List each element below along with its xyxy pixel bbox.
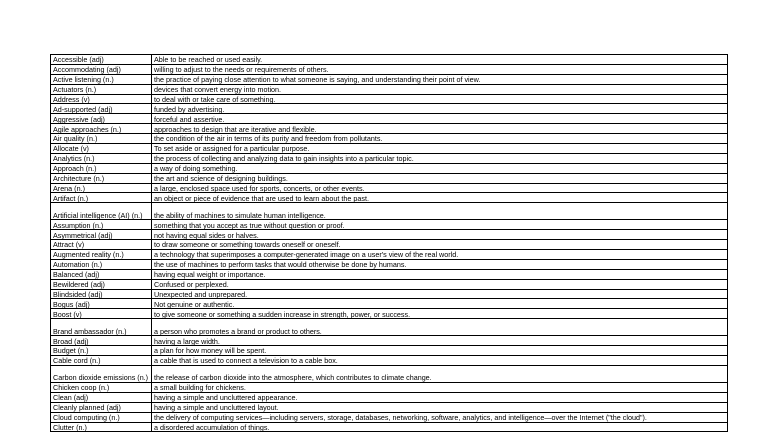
definition-cell: a cable that is used to connect a television to a cable box. — [152, 356, 728, 366]
term-cell: Asymmetrical (adj) — [51, 230, 152, 240]
definition-cell: the release of carbon dioxide into the atmosphere, which contributes to climate change. — [152, 365, 728, 382]
definition-cell: approaches to design that are iterative and flexible. — [152, 124, 728, 134]
table-row — [51, 319, 728, 336]
definition-cell: the delivery of computing services—including servers, storage, databases, networking, software, analytics, and intelligence—over the Internet ("the cloud"). — [152, 412, 728, 422]
term-cell: Bogus (adj) — [51, 299, 152, 309]
definition-cell: an object or piece of evidence that are used to learn about the past. — [152, 193, 728, 203]
table-row — [51, 104, 728, 114]
definition-cell: a way of doing something. — [152, 163, 728, 173]
table-row — [51, 124, 728, 134]
term-cell: Accessible (adj) — [51, 55, 152, 65]
term-cell: Cleanly planned (adj) — [51, 402, 152, 412]
definition-cell: willing to adjust to the needs or requirements of others. — [152, 64, 728, 74]
definition-cell: Unexpected and unprepared. — [152, 289, 728, 299]
definition-cell: Able to be reached or used easily. — [152, 55, 728, 65]
definition-cell: the art and science of designing buildings. — [152, 173, 728, 183]
table-row — [51, 134, 728, 144]
table-row — [51, 94, 728, 104]
definition-cell: something that you accept as true without question or proof. — [152, 220, 728, 230]
table-row — [51, 269, 728, 279]
glossary-body — [51, 55, 728, 432]
definition-cell: a person who promotes a brand or product to others. — [152, 319, 728, 336]
term-cell: Artifact (n.) — [51, 193, 152, 203]
table-row — [51, 299, 728, 309]
definition-cell: a technology that superimposes a computer-generated image on a user's view of the real world. — [152, 250, 728, 260]
term-cell: Agile approaches (n.) — [51, 124, 152, 134]
term-cell: Actuators (n.) — [51, 84, 152, 94]
definition-cell: to draw someone or something towards oneself or oneself. — [152, 240, 728, 250]
definition-cell: Not genuine or authentic. — [152, 299, 728, 309]
term-cell: Artificial intelligence (AI) (n.) — [51, 203, 152, 220]
term-cell: Aggressive (adj) — [51, 114, 152, 124]
term-cell: Allocate (v) — [51, 144, 152, 154]
term-cell: Cable cord (n.) — [51, 356, 152, 366]
table-row — [51, 173, 728, 183]
definition-cell: the use of machines to perform tasks that would otherwise be done by humans. — [152, 259, 728, 269]
table-row — [51, 203, 728, 220]
term-cell: Assumption (n.) — [51, 220, 152, 230]
term-cell: Automation (n.) — [51, 259, 152, 269]
term-cell: Ad-supported (adj) — [51, 104, 152, 114]
table-row — [51, 55, 728, 65]
table-row — [51, 240, 728, 250]
table-row — [51, 356, 728, 366]
table-row — [51, 250, 728, 260]
definition-cell: forceful and assertive. — [152, 114, 728, 124]
table-row — [51, 422, 728, 432]
table-row — [51, 365, 728, 382]
definition-cell: devices that convert energy into motion. — [152, 84, 728, 94]
table-row — [51, 382, 728, 392]
definition-cell: a small building for chickens. — [152, 382, 728, 392]
definition-cell: a disordered accumulation of things. — [152, 422, 728, 432]
glossary-table — [50, 54, 728, 432]
term-cell: Cloud computing (n.) — [51, 412, 152, 422]
term-cell: Accommodating (adj) — [51, 64, 152, 74]
definition-cell: the condition of the air in terms of its purity and freedom from pollutants. — [152, 134, 728, 144]
table-row — [51, 402, 728, 412]
definition-cell: having a simple and uncluttered layout. — [152, 402, 728, 412]
table-row — [51, 309, 728, 319]
definition-cell: to give someone or something a sudden increase in strength, power, or success. — [152, 309, 728, 319]
term-cell: Attract (v) — [51, 240, 152, 250]
table-row — [51, 336, 728, 346]
definition-cell: a large, enclosed space used for sports, concerts, or other events. — [152, 183, 728, 193]
definition-cell: having a large width. — [152, 336, 728, 346]
term-cell: Approach (n.) — [51, 163, 152, 173]
term-cell: Active listening (n.) — [51, 74, 152, 84]
table-row — [51, 114, 728, 124]
table-row — [51, 64, 728, 74]
term-cell: Boost (v) — [51, 309, 152, 319]
definition-cell: funded by advertising. — [152, 104, 728, 114]
table-row — [51, 230, 728, 240]
table-row — [51, 412, 728, 422]
definition-cell: having a simple and uncluttered appearance. — [152, 392, 728, 402]
term-cell: Clean (adj) — [51, 392, 152, 402]
definition-cell: Confused or perplexed. — [152, 279, 728, 289]
table-row — [51, 193, 728, 203]
table-row — [51, 279, 728, 289]
term-cell: Blindsided (adj) — [51, 289, 152, 299]
term-cell: Budget (n.) — [51, 346, 152, 356]
term-cell: Chicken coop (n.) — [51, 382, 152, 392]
table-row — [51, 163, 728, 173]
definition-cell: not having equal sides or halves. — [152, 230, 728, 240]
definition-cell: having equal weight or importance. — [152, 269, 728, 279]
definition-cell: the process of collecting and analyzing data to gain insights into a particular topic. — [152, 153, 728, 163]
term-cell: Air quality (n.) — [51, 134, 152, 144]
term-cell: Architecture (n.) — [51, 173, 152, 183]
term-cell: Address (v) — [51, 94, 152, 104]
definition-cell: the practice of paying close attention to what someone is saying, and understanding their point of view. — [152, 74, 728, 84]
definition-cell: To set aside or assigned for a particular purpose. — [152, 144, 728, 154]
term-cell: Clutter (n.) — [51, 422, 152, 432]
term-cell: Carbon dioxide emissions (n.) — [51, 365, 152, 382]
term-cell: Arena (n.) — [51, 183, 152, 193]
definition-cell: a plan for how money will be spent. — [152, 346, 728, 356]
term-cell: Brand ambassador (n.) — [51, 319, 152, 336]
table-row — [51, 346, 728, 356]
term-cell: Augmented reality (n.) — [51, 250, 152, 260]
table-row — [51, 144, 728, 154]
table-row — [51, 220, 728, 230]
table-row — [51, 259, 728, 269]
table-row — [51, 84, 728, 94]
table-row — [51, 153, 728, 163]
table-row — [51, 392, 728, 402]
table-row — [51, 74, 728, 84]
table-row — [51, 183, 728, 193]
definition-cell: to deal with or take care of something. — [152, 94, 728, 104]
term-cell: Bewildered (adj) — [51, 279, 152, 289]
definition-cell: the ability of machines to simulate human intelligence. — [152, 203, 728, 220]
term-cell: Broad (adj) — [51, 336, 152, 346]
table-row — [51, 289, 728, 299]
term-cell: Balanced (adj) — [51, 269, 152, 279]
term-cell: Analytics (n.) — [51, 153, 152, 163]
